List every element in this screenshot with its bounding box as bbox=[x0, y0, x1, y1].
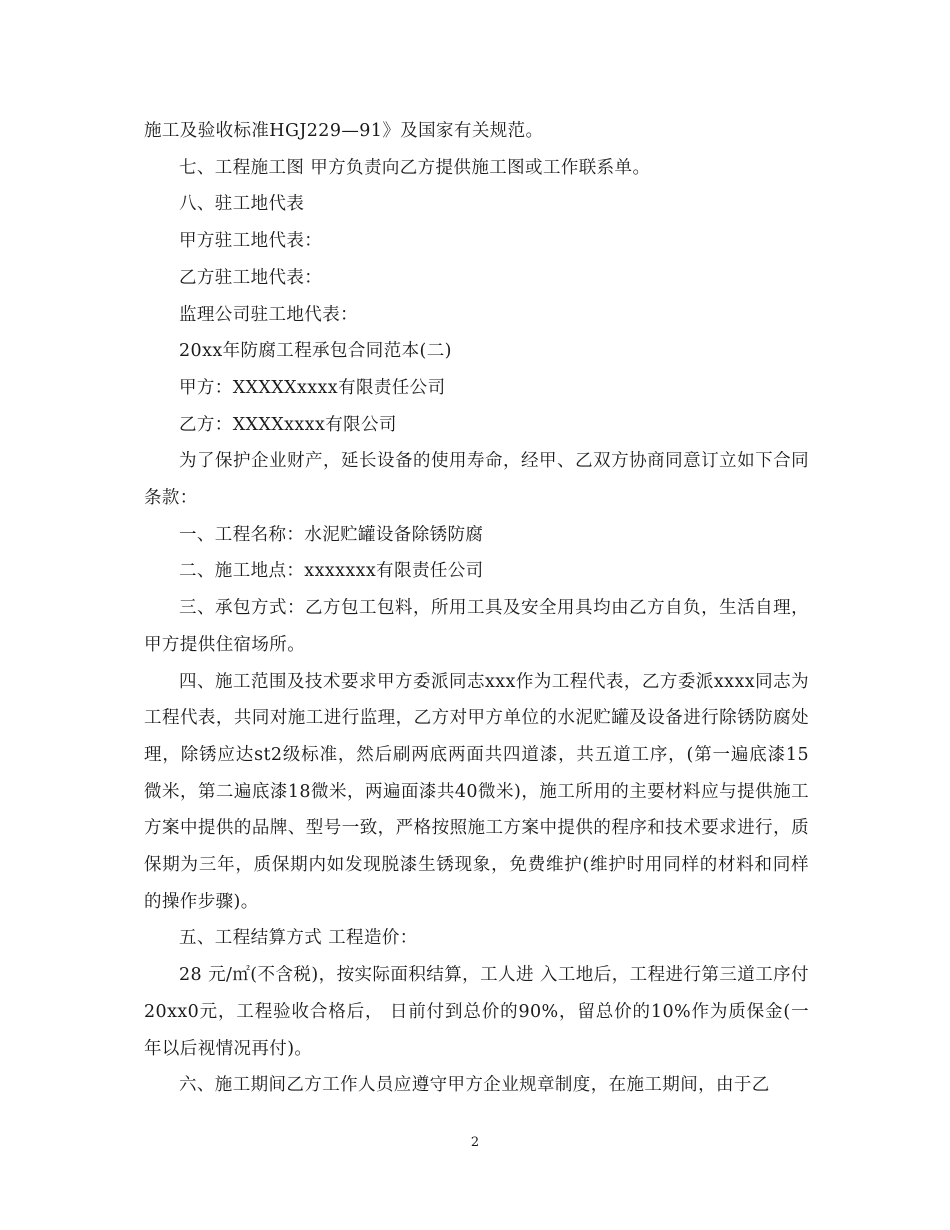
paragraph: 施工及验收标准HGJ229—91》及国家有关规范。 bbox=[144, 121, 544, 141]
paragraph: 监理公司驻工地代表： bbox=[179, 304, 358, 325]
paragraph: 20xx年防腐工程承包合同范本(二) bbox=[179, 341, 452, 362]
paragraph: 为了保护企业财产，延长设备的使用寿命，经甲、乙双方协商同意订立如下合同条款： bbox=[144, 451, 809, 509]
paragraph: 甲方：XXXXXxxxx有限责任公司 bbox=[179, 377, 446, 398]
paragraph: 乙方：XXXXxxxx有限公司 bbox=[179, 414, 397, 435]
paragraph: 28 元/㎡(不含税)，按实际面积结算，工人进 入工地后，工程进行第三道工序付20xx0元，工程验收合格后， 日前付到总价的90%，留总价的10%作为质保金(一年以后视情况再付)。 bbox=[144, 965, 809, 1059]
paragraph: 五、工程结算方式 工程造价： bbox=[179, 928, 418, 949]
paragraph: 二、施工地点：xxxxxxx有限责任公司 bbox=[179, 561, 484, 582]
paragraph: 乙方驻工地代表： bbox=[179, 267, 323, 288]
document-body bbox=[144, 113, 809, 1104]
paragraph: 八、驻工地代表 bbox=[179, 194, 305, 215]
page-number: 2 bbox=[470, 1135, 480, 1150]
paragraph: 一、工程名称：水泥贮罐设备除锈防腐 bbox=[179, 524, 484, 545]
paragraph: 三、承包方式：乙方包工包料，所用工具及安全用具均由乙方自负，生活自理，甲方提供住宿场所。 bbox=[144, 598, 809, 655]
paragraph: 甲方驻工地代表： bbox=[179, 231, 323, 252]
paragraph: 六、施工期间乙方工作人员应遵守甲方企业规章制度，在施工期间，由于乙 bbox=[179, 1075, 770, 1096]
paragraph: 七、工程施工图 甲方负责向乙方提供施工图或工作联系单。 bbox=[179, 157, 651, 178]
paragraph: 四、施工范围及技术要求甲方委派同志xxx作为工程代表，乙方委派xxxx同志为工程代表，共同对施工进行监理，乙方对甲方单位的水泥贮罐及设备进行除锈防腐处理，除锈应达st2级标准，然后刷两底两面共四道漆，共五道工序，(第一遍底漆15微米，第二遍底漆18微米，两遍面漆共40微米)，施工所用的主要材料应与提供施工方案中提供的品牌、型号一致，严格按照施工方案中提供的程序和技术要求进行，质保期为三年，质保期内如发现脱漆生锈现象，免费维护(维护时用同样的材料和同样的操作步骤)。 bbox=[144, 671, 809, 912]
